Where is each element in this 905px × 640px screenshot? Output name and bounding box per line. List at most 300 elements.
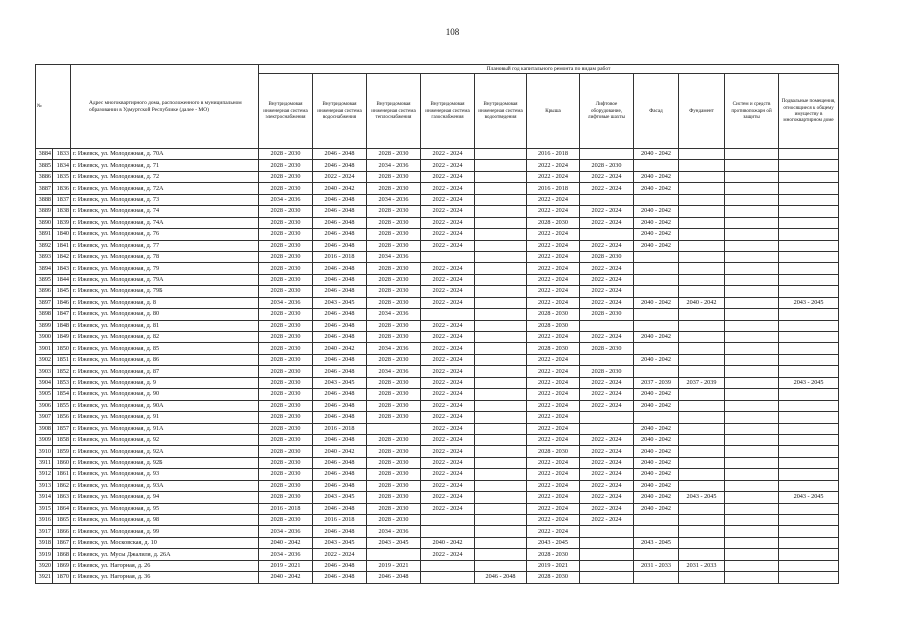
row-year-cell (725, 171, 779, 182)
row-year-cell: 2043 - 2045 (313, 377, 367, 388)
row-year-cell: 2046 - 2048 (313, 412, 367, 423)
row-year-cell (679, 171, 725, 182)
row-year-cell: 2028 - 2030 (259, 366, 313, 377)
row-year-cell: 2040 - 2042 (421, 537, 475, 548)
row-year-cell (725, 251, 779, 262)
row-year-cell: 2043 - 2045 (779, 492, 839, 503)
table-row (36, 423, 839, 434)
row-year-cell: 2022 - 2024 (527, 171, 580, 182)
row-year-cell: 2028 - 2030 (580, 309, 634, 320)
row-year-cell: 2022 - 2024 (421, 194, 475, 205)
row-year-cell: 2028 - 2030 (259, 263, 313, 274)
row-year-cell: 2043 - 2045 (634, 537, 679, 548)
row-year-cell: 2022 - 2024 (527, 194, 580, 205)
row-index: 3904 (36, 377, 53, 388)
table-row (36, 274, 839, 285)
row-year-cell: 2028 - 2030 (527, 446, 580, 457)
row-year-cell: 2022 - 2024 (580, 297, 634, 308)
row-year-cell: 2022 - 2024 (421, 343, 475, 354)
row-year-cell (725, 217, 779, 228)
row-year-cell (725, 492, 779, 503)
row-year-cell (779, 537, 839, 548)
row-year-cell (475, 400, 527, 411)
row-year-cell: 2022 - 2024 (421, 457, 475, 468)
row-year-cell: 2022 - 2024 (527, 274, 580, 285)
row-year-cell: 2040 - 2042 (634, 492, 679, 503)
row-year-cell: 2022 - 2024 (421, 400, 475, 411)
row-year-cell: 2028 - 2030 (367, 274, 421, 285)
row-year-cell: 2031 - 2033 (634, 560, 679, 571)
row-year-cell (475, 332, 527, 343)
row-year-cell: 2040 - 2042 (634, 457, 679, 468)
row-year-cell (475, 446, 527, 457)
row-year-cell (679, 526, 725, 537)
row-number: 1866 (53, 526, 71, 537)
row-year-cell (725, 229, 779, 240)
row-year-cell (779, 457, 839, 468)
row-year-cell: 2022 - 2024 (421, 412, 475, 423)
row-year-cell: 2022 - 2024 (527, 389, 580, 400)
row-year-cell: 2022 - 2024 (421, 206, 475, 217)
row-index: 3902 (36, 354, 53, 365)
row-year-cell (679, 446, 725, 457)
table-row (36, 263, 839, 274)
table-row (36, 217, 839, 228)
row-address: г. Ижевск, ул. Молодежная, д. 72 (71, 171, 259, 182)
row-year-cell: 2022 - 2024 (421, 320, 475, 331)
row-index: 3895 (36, 274, 53, 285)
row-year-cell (421, 515, 475, 526)
row-number: 1861 (53, 469, 71, 480)
row-year-cell: 2043 - 2045 (313, 297, 367, 308)
row-address: г. Ижевск, ул. Молодежная, д. 79А (71, 274, 259, 285)
header-address: Адрес многоквартирного дома, расположенного в муниципальном образовании в Удмуртской Республике (далее - МО) (71, 65, 259, 149)
table-row (36, 560, 839, 571)
row-year-cell: 2046 - 2048 (313, 526, 367, 537)
row-year-cell: 2022 - 2024 (421, 434, 475, 445)
row-year-cell (475, 412, 527, 423)
row-year-cell: 2040 - 2042 (313, 343, 367, 354)
row-year-cell (679, 389, 725, 400)
row-year-cell (634, 160, 679, 171)
row-year-cell (475, 515, 527, 526)
row-year-cell (779, 343, 839, 354)
row-year-cell (779, 206, 839, 217)
row-year-cell: 2022 - 2024 (527, 354, 580, 365)
row-address: г. Ижевск, ул. Молодежная, д. 8 (71, 297, 259, 308)
row-year-cell (679, 160, 725, 171)
row-number: 1860 (53, 457, 71, 468)
row-number: 1841 (53, 240, 71, 251)
table-row (36, 412, 839, 423)
row-year-cell: 2028 - 2030 (259, 286, 313, 297)
capital-repair-table (35, 64, 839, 584)
row-year-cell (725, 194, 779, 205)
row-index: 3888 (36, 194, 53, 205)
row-year-cell (679, 549, 725, 560)
row-index: 3917 (36, 526, 53, 537)
row-year-cell (779, 183, 839, 194)
row-index: 3918 (36, 537, 53, 548)
row-year-cell (779, 149, 839, 160)
row-year-cell: 2028 - 2030 (367, 492, 421, 503)
row-year-cell: 2028 - 2030 (580, 343, 634, 354)
row-address: г. Ижевск, ул. Молодежная, д. 93 (71, 469, 259, 480)
row-year-cell: 2046 - 2048 (313, 469, 367, 480)
row-year-cell (634, 549, 679, 560)
row-index: 3910 (36, 446, 53, 457)
row-year-cell (725, 332, 779, 343)
row-year-cell: 2034 - 2036 (367, 309, 421, 320)
row-year-cell: 2034 - 2036 (259, 194, 313, 205)
row-year-cell: 2028 - 2030 (580, 251, 634, 262)
row-year-cell (580, 194, 634, 205)
row-index: 3893 (36, 251, 53, 262)
row-year-cell (580, 526, 634, 537)
row-year-cell: 2037 - 2039 (634, 377, 679, 388)
row-year-cell (580, 549, 634, 560)
row-year-cell (725, 354, 779, 365)
row-year-cell (679, 217, 725, 228)
table-row (36, 171, 839, 182)
table-row (36, 343, 839, 354)
row-year-cell (679, 240, 725, 251)
row-year-cell: 2040 - 2042 (634, 297, 679, 308)
row-year-cell (779, 171, 839, 182)
row-year-cell (779, 423, 839, 434)
row-year-cell (725, 400, 779, 411)
row-year-cell: 2016 - 2018 (313, 423, 367, 434)
row-year-cell: 2043 - 2045 (679, 492, 725, 503)
row-year-cell: 2022 - 2024 (421, 366, 475, 377)
row-year-cell: 2022 - 2024 (527, 412, 580, 423)
row-year-cell (679, 480, 725, 491)
row-year-cell: 2043 - 2045 (779, 297, 839, 308)
row-year-cell: 2028 - 2030 (367, 354, 421, 365)
row-year-cell: 2028 - 2030 (367, 377, 421, 388)
row-year-cell: 2022 - 2024 (421, 480, 475, 491)
row-year-cell (475, 171, 527, 182)
row-year-cell (475, 377, 527, 388)
row-index: 3914 (36, 492, 53, 503)
row-year-cell: 2022 - 2024 (421, 354, 475, 365)
row-address: г. Ижевск, ул. Нагорная, д. 36 (71, 572, 259, 583)
row-year-cell (779, 240, 839, 251)
row-year-cell: 2022 - 2024 (580, 389, 634, 400)
table-row (36, 480, 839, 491)
row-year-cell (475, 343, 527, 354)
row-year-cell: 2040 - 2042 (634, 217, 679, 228)
row-year-cell: 2028 - 2030 (580, 160, 634, 171)
row-year-cell (725, 160, 779, 171)
row-year-cell (580, 423, 634, 434)
row-year-cell (725, 366, 779, 377)
row-year-cell (725, 434, 779, 445)
table-row (36, 389, 839, 400)
row-year-cell (475, 160, 527, 171)
row-address: г. Ижевск, ул. Мусы Джалиля, д. 26А (71, 549, 259, 560)
row-year-cell (580, 229, 634, 240)
row-year-cell (475, 309, 527, 320)
row-year-cell (634, 286, 679, 297)
table-row (36, 526, 839, 537)
row-year-cell: 2028 - 2030 (367, 320, 421, 331)
table-row (36, 366, 839, 377)
row-year-cell: 2022 - 2024 (527, 515, 580, 526)
row-year-cell: 2040 - 2042 (313, 183, 367, 194)
row-year-cell (475, 297, 527, 308)
row-year-cell (634, 320, 679, 331)
row-year-cell: 2046 - 2048 (313, 434, 367, 445)
row-address: г. Ижевск, ул. Молодежная, д. 74А (71, 217, 259, 228)
row-number: 1864 (53, 503, 71, 514)
row-index: 3890 (36, 217, 53, 228)
row-year-cell (725, 469, 779, 480)
table-row (36, 572, 839, 583)
row-year-cell: 2022 - 2024 (421, 160, 475, 171)
row-year-cell: 2028 - 2030 (259, 412, 313, 423)
row-year-cell (475, 286, 527, 297)
row-year-cell (679, 503, 725, 514)
row-year-cell: 2022 - 2024 (580, 263, 634, 274)
row-year-cell (475, 354, 527, 365)
row-index: 3919 (36, 549, 53, 560)
row-number: 1855 (53, 400, 71, 411)
row-year-cell: 2046 - 2048 (313, 572, 367, 583)
row-index: 3907 (36, 412, 53, 423)
row-index: 3905 (36, 389, 53, 400)
row-year-cell: 2028 - 2030 (367, 389, 421, 400)
row-year-cell: 2028 - 2030 (259, 389, 313, 400)
row-number: 1849 (53, 332, 71, 343)
row-year-cell (779, 309, 839, 320)
table-row (36, 229, 839, 240)
row-year-cell (725, 503, 779, 514)
row-year-cell: 2028 - 2030 (259, 515, 313, 526)
row-index: 3885 (36, 160, 53, 171)
row-year-cell: 2028 - 2030 (367, 434, 421, 445)
row-year-cell (779, 263, 839, 274)
header-group: Плановый год капитального ремонта по видам работ (259, 65, 839, 74)
row-year-cell: 2022 - 2024 (421, 297, 475, 308)
row-number: 1853 (53, 377, 71, 388)
row-year-cell: 2046 - 2048 (313, 560, 367, 571)
row-year-cell (679, 263, 725, 274)
row-year-cell: 2046 - 2048 (313, 194, 367, 205)
table-row (36, 354, 839, 365)
row-year-cell: 2022 - 2024 (527, 206, 580, 217)
row-year-cell: 2022 - 2024 (527, 160, 580, 171)
row-year-cell (725, 377, 779, 388)
row-year-cell: 2022 - 2024 (527, 286, 580, 297)
row-year-cell: 2040 - 2042 (634, 423, 679, 434)
row-year-cell: 2046 - 2048 (367, 572, 421, 583)
row-year-cell: 2028 - 2030 (527, 572, 580, 583)
row-year-cell: 2040 - 2042 (259, 572, 313, 583)
row-year-cell: 2016 - 2018 (527, 183, 580, 194)
row-number: 1840 (53, 229, 71, 240)
row-year-cell (580, 537, 634, 548)
row-year-cell: 2034 - 2036 (367, 194, 421, 205)
row-year-cell: 2046 - 2048 (313, 263, 367, 274)
table-row (36, 400, 839, 411)
row-year-cell (679, 537, 725, 548)
row-year-cell (634, 194, 679, 205)
row-year-cell (475, 526, 527, 537)
row-year-cell (725, 206, 779, 217)
row-year-cell (779, 549, 839, 560)
row-year-cell (475, 240, 527, 251)
row-index: 3921 (36, 572, 53, 583)
row-year-cell (725, 446, 779, 457)
row-year-cell: 2022 - 2024 (421, 286, 475, 297)
row-year-cell: 2046 - 2048 (313, 217, 367, 228)
row-year-cell (725, 183, 779, 194)
row-year-cell: 2028 - 2030 (367, 263, 421, 274)
row-number: 1865 (53, 515, 71, 526)
table-row (36, 515, 839, 526)
header-col: Внутридомовая инженерная система водоснабжения (313, 74, 367, 149)
row-year-cell: 2028 - 2030 (259, 240, 313, 251)
row-year-cell: 2019 - 2021 (367, 560, 421, 571)
row-year-cell (421, 526, 475, 537)
row-year-cell: 2022 - 2024 (580, 469, 634, 480)
row-year-cell (679, 457, 725, 468)
row-year-cell: 2040 - 2042 (679, 297, 725, 308)
table-row (36, 446, 839, 457)
row-year-cell: 2022 - 2024 (421, 183, 475, 194)
row-year-cell: 2022 - 2024 (421, 423, 475, 434)
row-year-cell: 2022 - 2024 (580, 286, 634, 297)
row-number: 1846 (53, 297, 71, 308)
row-year-cell: 2028 - 2030 (367, 229, 421, 240)
row-address: г. Ижевск, ул. Молодежная, д. 79Б (71, 286, 259, 297)
row-year-cell: 2022 - 2024 (527, 492, 580, 503)
row-year-cell (725, 423, 779, 434)
row-year-cell: 2028 - 2030 (259, 251, 313, 262)
row-year-cell: 2043 - 2045 (779, 377, 839, 388)
row-year-cell: 2028 - 2030 (259, 457, 313, 468)
row-address: г. Ижевск, ул. Молодежная, д. 92Б (71, 457, 259, 468)
row-year-cell (580, 354, 634, 365)
row-year-cell (580, 149, 634, 160)
row-year-cell (779, 503, 839, 514)
page-number: 108 (445, 27, 460, 37)
row-year-cell (367, 423, 421, 434)
row-year-cell (679, 332, 725, 343)
row-year-cell: 2040 - 2042 (259, 537, 313, 548)
row-number: 1842 (53, 251, 71, 262)
row-year-cell (779, 389, 839, 400)
row-year-cell (779, 480, 839, 491)
row-year-cell: 2022 - 2024 (580, 171, 634, 182)
row-year-cell: 2022 - 2024 (580, 274, 634, 285)
row-year-cell: 2028 - 2030 (367, 469, 421, 480)
row-number: 1847 (53, 309, 71, 320)
row-year-cell: 2028 - 2030 (367, 480, 421, 491)
row-year-cell: 2022 - 2024 (421, 549, 475, 560)
row-year-cell: 2040 - 2042 (634, 503, 679, 514)
header-col: Фундамент (679, 74, 725, 149)
row-index: 3912 (36, 469, 53, 480)
row-address: г. Ижевск, ул. Молодежная, д. 92 (71, 434, 259, 445)
row-year-cell: 2043 - 2045 (313, 537, 367, 548)
row-year-cell: 2046 - 2048 (313, 503, 367, 514)
row-year-cell (725, 149, 779, 160)
row-year-cell (475, 217, 527, 228)
row-year-cell: 2040 - 2042 (634, 240, 679, 251)
row-year-cell: 2046 - 2048 (475, 572, 527, 583)
row-year-cell (779, 251, 839, 262)
row-year-cell: 2028 - 2030 (367, 446, 421, 457)
row-year-cell: 2043 - 2045 (313, 492, 367, 503)
row-year-cell: 2028 - 2030 (259, 423, 313, 434)
row-year-cell (779, 160, 839, 171)
row-number: 1839 (53, 217, 71, 228)
row-year-cell: 2022 - 2024 (421, 149, 475, 160)
row-year-cell (679, 412, 725, 423)
row-address: г. Ижевск, ул. Молодежная, д. 77 (71, 240, 259, 251)
row-number: 1834 (53, 160, 71, 171)
row-address: г. Ижевск, ул. Молодежная, д. 85 (71, 343, 259, 354)
row-year-cell: 2022 - 2024 (527, 297, 580, 308)
row-year-cell (779, 286, 839, 297)
row-year-cell (725, 572, 779, 583)
row-year-cell (725, 537, 779, 548)
row-year-cell: 2022 - 2024 (527, 332, 580, 343)
row-year-cell: 2022 - 2024 (527, 423, 580, 434)
row-address: г. Ижевск, ул. Молодежная, д. 92А (71, 446, 259, 457)
row-year-cell (475, 503, 527, 514)
table-row (36, 309, 839, 320)
row-year-cell: 2028 - 2030 (367, 412, 421, 423)
row-year-cell: 2028 - 2030 (259, 446, 313, 457)
row-year-cell: 2022 - 2024 (421, 229, 475, 240)
row-year-cell (779, 400, 839, 411)
row-address: г. Ижевск, ул. Молодежная, д. 73 (71, 194, 259, 205)
row-year-cell: 2046 - 2048 (313, 286, 367, 297)
row-index: 3906 (36, 400, 53, 411)
row-number: 1850 (53, 343, 71, 354)
row-index: 3892 (36, 240, 53, 251)
row-index: 3884 (36, 149, 53, 160)
row-year-cell (679, 251, 725, 262)
row-number: 1843 (53, 263, 71, 274)
row-year-cell: 2022 - 2024 (421, 217, 475, 228)
row-year-cell: 2022 - 2024 (421, 263, 475, 274)
row-year-cell (725, 560, 779, 571)
row-year-cell: 2028 - 2030 (259, 469, 313, 480)
row-number: 1870 (53, 572, 71, 583)
row-number: 1836 (53, 183, 71, 194)
row-year-cell: 2028 - 2030 (367, 332, 421, 343)
row-year-cell (779, 194, 839, 205)
row-index: 3891 (36, 229, 53, 240)
row-address: г. Ижевск, ул. Молодежная, д. 9 (71, 377, 259, 388)
header-col: Фасад (634, 74, 679, 149)
row-year-cell (634, 274, 679, 285)
row-year-cell: 2046 - 2048 (313, 309, 367, 320)
row-year-cell (475, 537, 527, 548)
row-year-cell: 2028 - 2030 (580, 366, 634, 377)
row-year-cell: 2040 - 2042 (634, 332, 679, 343)
row-year-cell (580, 320, 634, 331)
row-number: 1845 (53, 286, 71, 297)
row-year-cell: 2022 - 2024 (527, 366, 580, 377)
row-year-cell: 2028 - 2030 (367, 515, 421, 526)
row-year-cell: 2034 - 2036 (367, 251, 421, 262)
row-year-cell (725, 240, 779, 251)
